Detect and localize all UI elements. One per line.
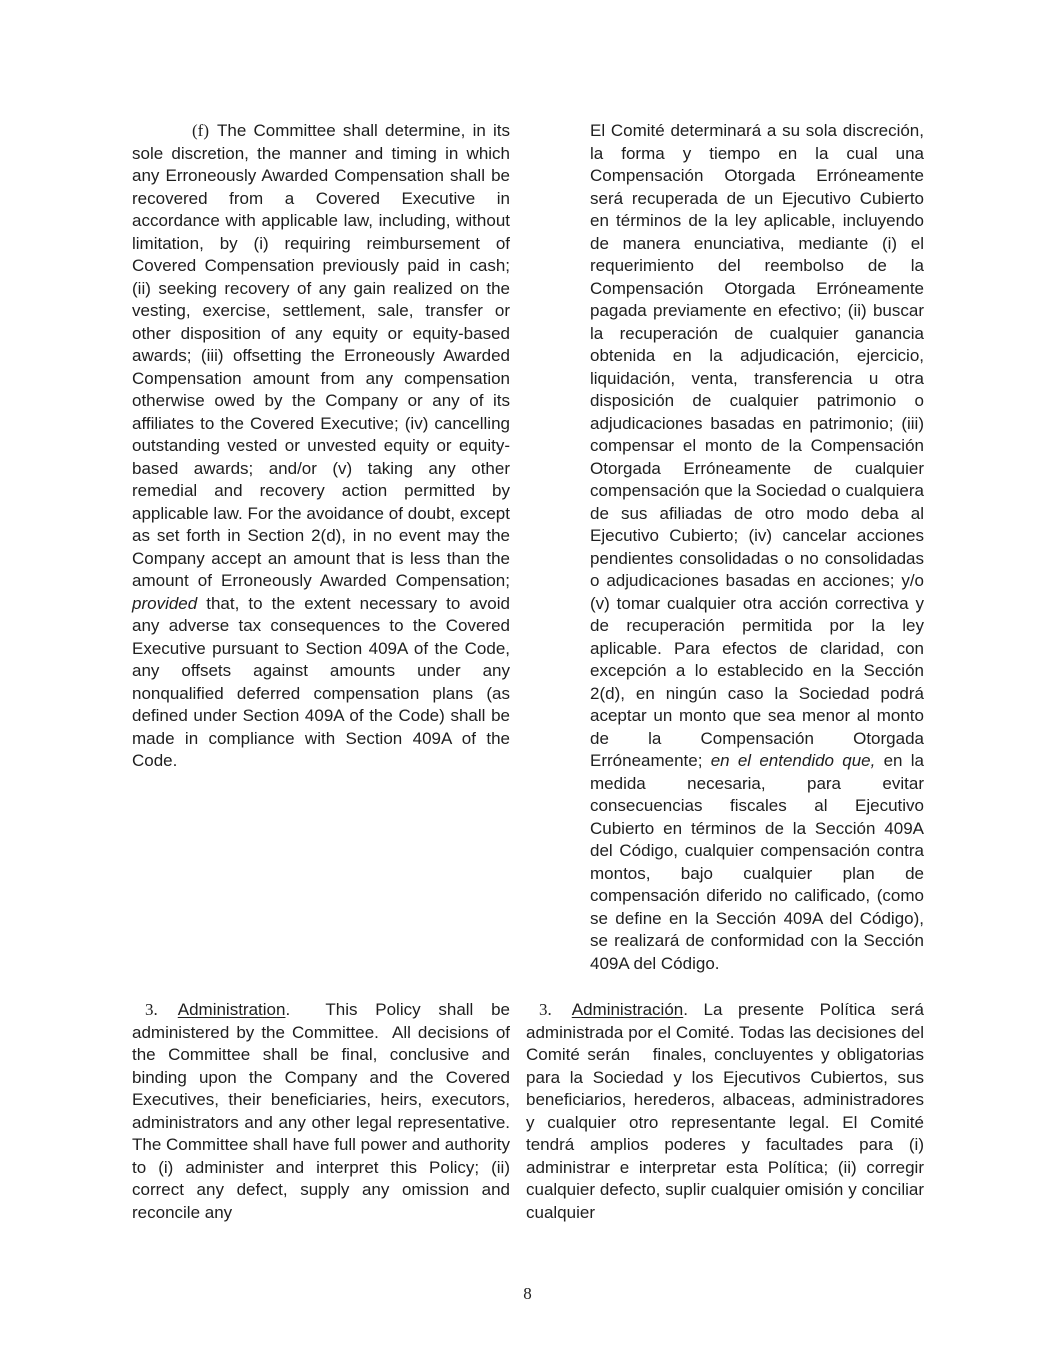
paragraph-f-spanish-body-1: El Comité determinará a su sola discreción, la forma y tiempo en la cual una Compensación Otorgada Erróneamente será recuperada de un Ejecutivo Cubierto en términos de la ley aplicable, incluyendo de manera enunciativa, mediante (i) el requerimiento del reembolso de la Compensación Otorgada Erróneamente pagada previamente en efectivo; (ii) buscar la recuperación de cualquier ganancia obtenida en la adjudicación, ejercicio, liquidación, venta, transferencia u otra disposición de cualquier patrimonio o adjudicaciones basadas en patrimonio; (iii) compensar el monto de la Compensación Otorgada Erróneamente de cualquier compensación que la Sociedad o cualquiera de sus afiliadas de otro modo deba al Ejecutivo Cubierto; (iv) cancelar acciones pendientes consolidadas o no consolidadas o adjudicaciones basadas en acciones; y/o (v) tomar cualquier otra acción correctiva y de recuperación permitida por la ley aplicable. Para efectos de claridad, con excepción a lo establecido en la Sección 2(d), en ningún caso la Sociedad podrá aceptar un monto que sea menor al monto de la Compensación Otorgada Erróneamente;	[590, 121, 924, 770]
section-3-body-spanish: . La presente Política será administrada por el Comité. Todas las decisiones del Comité serán finales, concluyentes y obligatorias para la Sociedad y los Ejecutivos Cubiertos, sus beneficiarios, herederos, albaceas, administradores y cualquier otro representante legal. El Comité tendrá amplios poderes y facultades para (i) administrar e interpretar esta Política; (ii) corregir cualquier defecto, suplir cualquier omisión y conciliar cualquier	[526, 1000, 924, 1222]
section-3-heading-english: Administration	[177, 1000, 286, 1019]
section-3-heading-spanish: Administración	[571, 1000, 684, 1019]
section-3-number-english: 3.	[145, 1000, 158, 1019]
paragraph-f-english-italic: provided	[132, 593, 198, 613]
paragraph-f-english-body-2: that, to the extent necessary to avoid any adverse tax consequences to the Covered Executive pursuant to Section 409A of the Code, any offsets against amounts under any nonqualified deferred compensation plans (as defined under Section 409A of the Code) shall be made in compliance with Section 409A of the Code.	[132, 593, 510, 770]
item-marker-f: (f)	[192, 121, 209, 140]
section-3-body-english: . This Policy shall be administered by the Committee. All decisions of the Committee shall be final, conclusive and binding upon the Company and the Covered Executives, their beneficiaries, heirs, executors, administrators and any other legal representative. The Committee shall have full power and authority to (i) administer and interpret this Policy; (ii) correct any defect, supply any omission and reconcile any	[132, 1000, 510, 1222]
page-number: 8	[523, 1284, 532, 1303]
section-3-number-spanish: 3.	[539, 1000, 552, 1019]
section-3-spanish	[526, 999, 924, 1224]
paragraph-f-english	[132, 120, 510, 773]
paragraph-f-english-body-1: The Committee shall determine, in its sole discretion, the manner and timing in which any Erroneously Awarded Compensation shall be recovered from a Covered Executive in accordance with applicable law, including, without limitation, by (i) requiring reimbursement of Covered Compensation previously paid in cash; (ii) seeking recovery of any gain realized on the vesting, exercise, settlement, sale, transfer or other disposition of any equity or equity-based awards; (iii) offsetting the Erroneously Awarded Compensation amount from any compensation otherwise owed by the Company or any of its affiliates to the Covered Executive; (iv) cancelling outstanding vested or unvested equity or equity-based awards; and/or (v) taking any other remedial and recovery action permitted by applicable law. For the avoidance of doubt, except as set forth in Section 2(d), in no event may the Company accept an amount that is less than the amount of Erroneously Awarded Compensation;	[132, 121, 510, 590]
paragraph-f-spanish	[590, 120, 924, 975]
paragraph-f-spanish-body-2: en la medida necesaria, para evitar consecuencias fiscales al Ejecutivo Cubierto en términos de la Sección 409A del Código, cualquier compensación contra montos, bajo cualquier plan de compensación diferido no calificado, (como se define en la Sección 409A del Código), se realizará de conformidad con la Sección 409A del Código.	[590, 751, 924, 973]
paragraph-f-spanish-italic: en el entendido que,	[710, 751, 876, 770]
section-3-english	[132, 999, 510, 1224]
